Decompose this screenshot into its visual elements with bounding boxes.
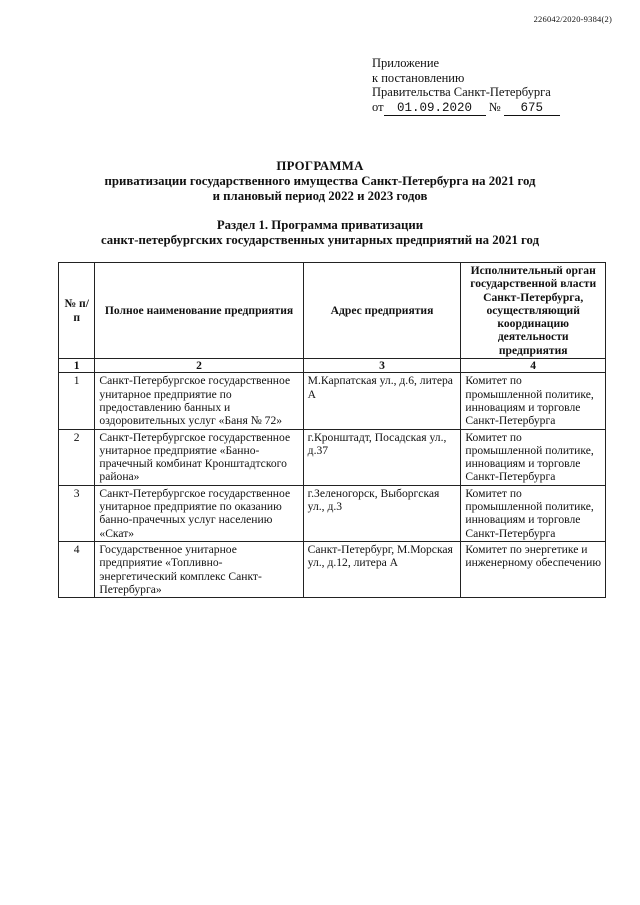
appendix-line-2: к постановлению (372, 70, 465, 85)
header-number: № п/п (59, 263, 95, 359)
row-number: 1 (59, 373, 95, 429)
table-row (59, 541, 606, 597)
program-title: ПРОГРАММА (276, 159, 364, 173)
program-subtitle-1: приватизации государственного имущества Санкт-Петербурга на 2021 год (104, 174, 536, 188)
column-number: 3 (303, 359, 461, 373)
header-enterprise-address: Адрес предприятия (303, 263, 461, 359)
enterprise-name: Санкт-Петербургское государственное унитарное предприятие по оказанию банно-прачечных услуг населению «Скат» (95, 485, 303, 541)
section-title-1: Раздел 1. Программа приватизации (216, 218, 424, 232)
column-numbers-row (59, 359, 606, 373)
enterprise-name: Санкт-Петербургское государственное унитарное предприятие «Банно-прачечный комбинат Кронштадтского района» (95, 429, 303, 485)
table-row (59, 373, 606, 429)
enterprise-address: г.Кронштадт, Посадская ул., д.37 (303, 429, 461, 485)
row-number: 4 (59, 541, 95, 597)
enterprise-name: Государственное унитарное предприятие «Топливно-энергетический комплекс Санкт-Петербурга» (95, 541, 303, 597)
table-row (59, 429, 606, 485)
decree-number: 675 (504, 102, 560, 116)
appendix-line-1: Приложение (372, 56, 440, 70)
executive-body: Комитет по промышленной политике, инновациям и торговле Санкт-Петербурга (461, 373, 606, 429)
column-number: 4 (461, 359, 606, 373)
enterprise-address: Санкт-Петербург, М.Морская ул., д.12, литера А (303, 541, 461, 597)
appendix-line-3: Правительства Санкт-Петербурга (372, 85, 551, 99)
program-subtitle-2: и плановый период 2022 и 2023 годов (212, 189, 428, 203)
column-number: 2 (95, 359, 303, 373)
program-title-block (0, 159, 640, 248)
document-registration-number: 226042/2020-9384(2) (533, 14, 612, 24)
column-number: 1 (59, 359, 95, 373)
table-header-row (59, 263, 606, 359)
number-prefix: № (488, 99, 501, 114)
table-row (59, 485, 606, 541)
header-executive-body: Исполнительный орган государственной власти Санкт-Петербурга, осуществляющий координацию деятельности предприятия (461, 263, 606, 359)
row-number: 2 (59, 429, 95, 485)
header-enterprise-name: Полное наименование предприятия (95, 263, 303, 359)
appendix-block (372, 56, 560, 116)
executive-body: Комитет по промышленной политике, инновациям и торговле Санкт-Петербурга (461, 485, 606, 541)
decree-date: 01.09.2020 (384, 102, 486, 116)
section-title-2: санкт-петербургских государственных унитарных предприятий на 2021 год (100, 233, 540, 247)
date-prefix: от (372, 99, 384, 114)
row-number: 3 (59, 485, 95, 541)
privatization-table (58, 262, 606, 598)
appendix-date-line (372, 100, 560, 116)
executive-body: Комитет по промышленной политике, инновациям и торговле Санкт-Петербурга (461, 429, 606, 485)
enterprise-name: Санкт-Петербургское государственное унитарное предприятие по предоставлению банных и оздоровительных услуг «Баня № 72» (95, 373, 303, 429)
enterprise-address: г.Зеленогорск, Выборгская ул., д.3 (303, 485, 461, 541)
enterprise-address: М.Карпатская ул., д.6, литера А (303, 373, 461, 429)
executive-body: Комитет по энергетике и инженерному обеспечению (461, 541, 606, 597)
